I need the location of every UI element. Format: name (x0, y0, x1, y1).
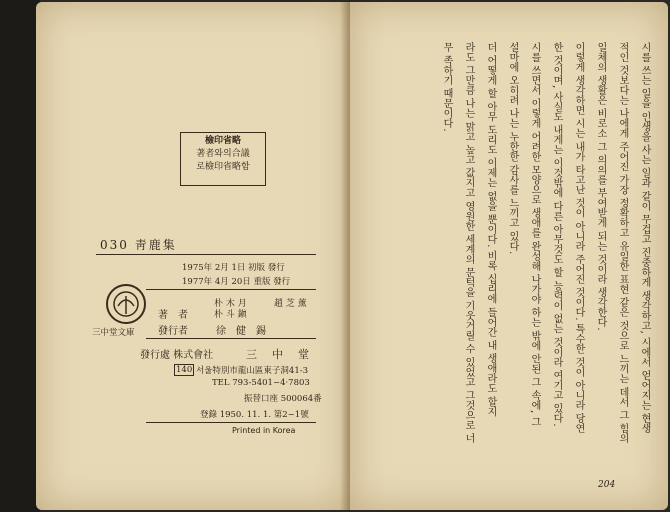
publisher-label: 發行者 (158, 326, 188, 337)
rule-bottom (146, 422, 316, 423)
seal-box-line1: 著者와의合議 (196, 149, 250, 159)
seal-box-line2: 로檢印省略함 (196, 162, 250, 172)
seal-box-title: 檢印省略 (204, 136, 241, 146)
text-column-3: 일체의 생활은 비로소 그 의의를 부여받게 되는 것이라 생각한다. (595, 42, 606, 331)
author-2: 朴 斗 鎭 (214, 310, 247, 320)
telephone: TEL 793-5401~4·7803 (212, 378, 310, 388)
text-column-1: 시를 쓰는 일을 인생을 사는 일과 같이 무겁고 진중하게 생각하고, 시에서 얻어지는 현생 (639, 42, 650, 434)
background-edge (0, 0, 40, 512)
logo-emblem-icon (108, 286, 144, 322)
address: 서울特別市龍山區東子洞41-3 (196, 366, 309, 376)
author-3: 趙 芝 薰 (274, 299, 307, 309)
left-page (36, 2, 350, 510)
page-number: 204 (598, 480, 616, 490)
text-column-5: 한 것이며, 사실도 내게는 이것밖에 다른 아무것도 할 능력이 없는 것이라 여기고 있다. (551, 42, 562, 427)
text-column-10: 무 족하기 때문이다. (441, 42, 452, 132)
publisher-logo (106, 284, 146, 324)
giro-account: 振替口座 500064番 (244, 394, 322, 404)
office-label: 發行處 株式會社 (140, 350, 214, 361)
edition-reprint: 1977年 4月 20日 重版 發行 (182, 277, 291, 287)
right-page (350, 2, 668, 510)
office-name: 三 中 堂 (246, 348, 311, 361)
registration: 登錄 1950. 11. 1. 第2~1號 (200, 410, 309, 420)
rule-top (96, 254, 316, 255)
seal-omission-box (180, 132, 266, 186)
author-1: 朴 木 月 (214, 299, 247, 309)
text-column-9: 라도 그만큼 나는 맑고 높고 값지고 영원한 세계의 문턱을 기웃거릴 수 있었고 그것으로 너 (463, 42, 474, 444)
series-title: 030 靑鹿集 (100, 238, 177, 252)
text-column-4: 이렇게 생각하면 시는 내가 타고난 것이 아니라 주어진 것이다. 특수한 것이 아니라 당연 (573, 42, 584, 434)
text-column-2: 적인 것보다는 나에게 주어진 가장 정확하고 유일한 표현 같은 것으로 느끼는 데서 그 힘의 (617, 42, 628, 444)
text-column-6: 시를 쓰면서 이렇게 어려한 모양으로 생애를 완성해 나가야 하는 밖에 안된 그 속에, 그 (529, 42, 540, 427)
rule-lower (146, 338, 316, 339)
printed-in-korea: Printed in Korea (232, 426, 296, 435)
rule-mid (146, 289, 316, 290)
publisher-imprint: 三中堂文庫 (92, 328, 135, 338)
publisher-name: 徐 健 錫 (216, 326, 266, 337)
text-column-7: 설마에 오히려 나는 누한한 감사를 느끼고 있다. (507, 42, 518, 255)
edition-first: 1975年 2月 1日 初版 發行 (182, 263, 285, 273)
text-column-8: 더 어떻게 할 아무 도리도 이제는 없을 뿐이다. 비록 십리에 들어간 내 생애라도 할지 (485, 42, 496, 417)
authors-label: 著 者 (158, 310, 188, 321)
postal-code: 140 (176, 365, 193, 375)
